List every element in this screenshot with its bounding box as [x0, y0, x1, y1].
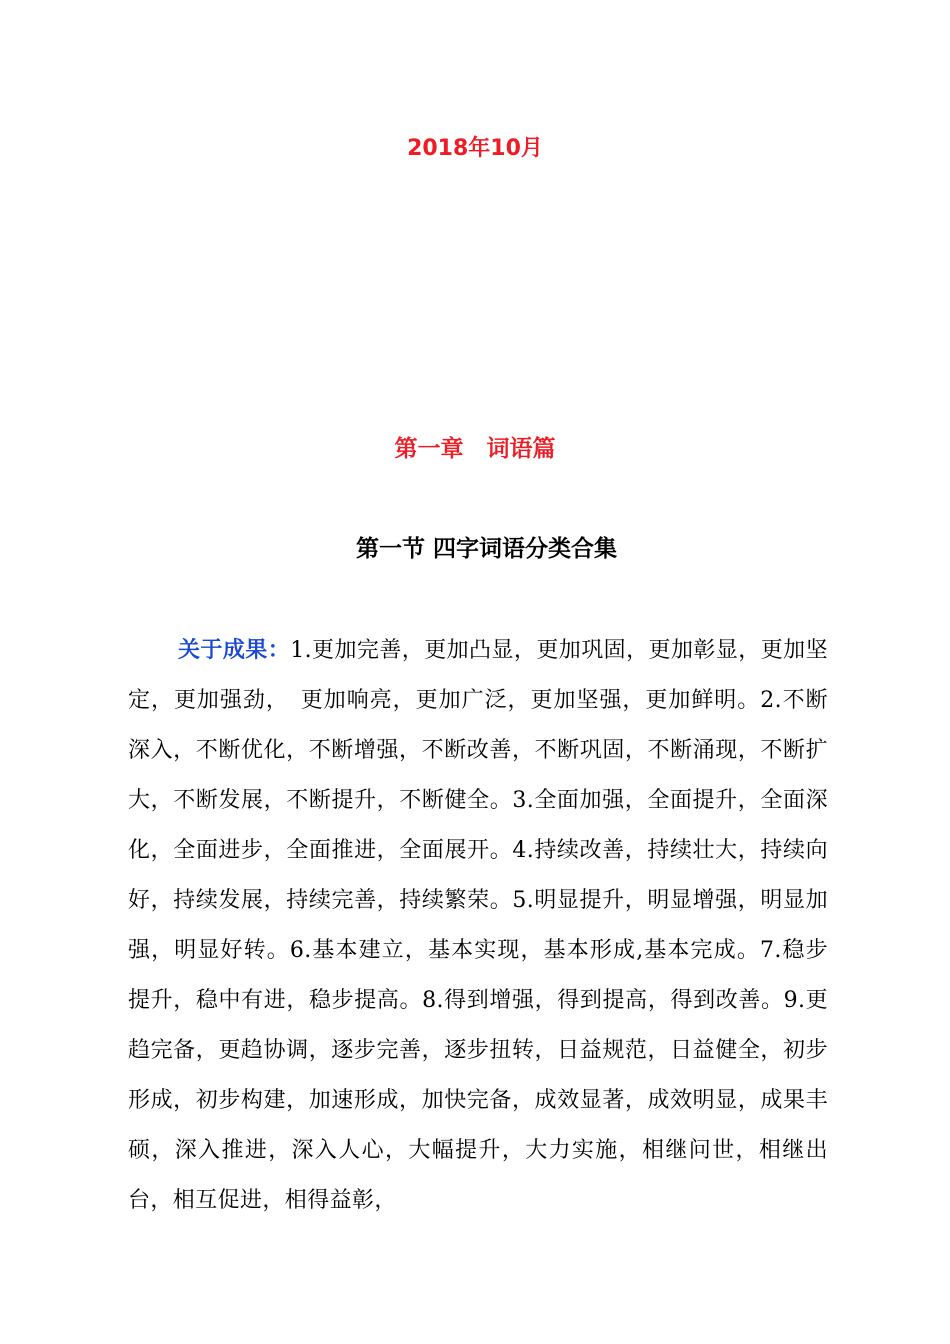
body-paragraph [128, 626, 828, 1226]
chapter-title: 第一章 词语篇 [394, 436, 556, 462]
paragraph-label: 关于成果： [178, 638, 291, 663]
paragraph-text: 1.更加完善，更加凸显，更加巩固，更加彰显，更加坚定，更加强劲， 更加响亮，更加广泛，更加坚强，更加鲜明。2.不断深入，不断优化，不断增强，不断改善，不断巩固，不断涌现，不断扩大，不断发展，不断提升，不断健全。3.全面加强，全面提升，全面深化，全面进步，全面推进，全面展开。4.持续改善，持续壮大，持续向好，持续发展，持续完善，持续繁荣。5.明显提升，明显增强，明显加强，明显好转。6.基本建立，基本实现，基本形成,基本完成。7.稳步提升，稳中有进，稳步提高。8.得到增强，得到提高，得到改善。9.更趋完备，更趋协调，逐步完善，逐步扭转，日益规范，日益健全，初步形成，初步构建，加速形成，加快完备，成效显著，成效明显，成果丰硕，深入推进，深入人心，大幅提升，大力实施，相继问世，相继出台，相互促进，相得益彰， [128, 638, 828, 1213]
document-date: 2018年10月 [407, 136, 543, 161]
section-title: 第一节 四字词语分类合集 [356, 536, 618, 562]
